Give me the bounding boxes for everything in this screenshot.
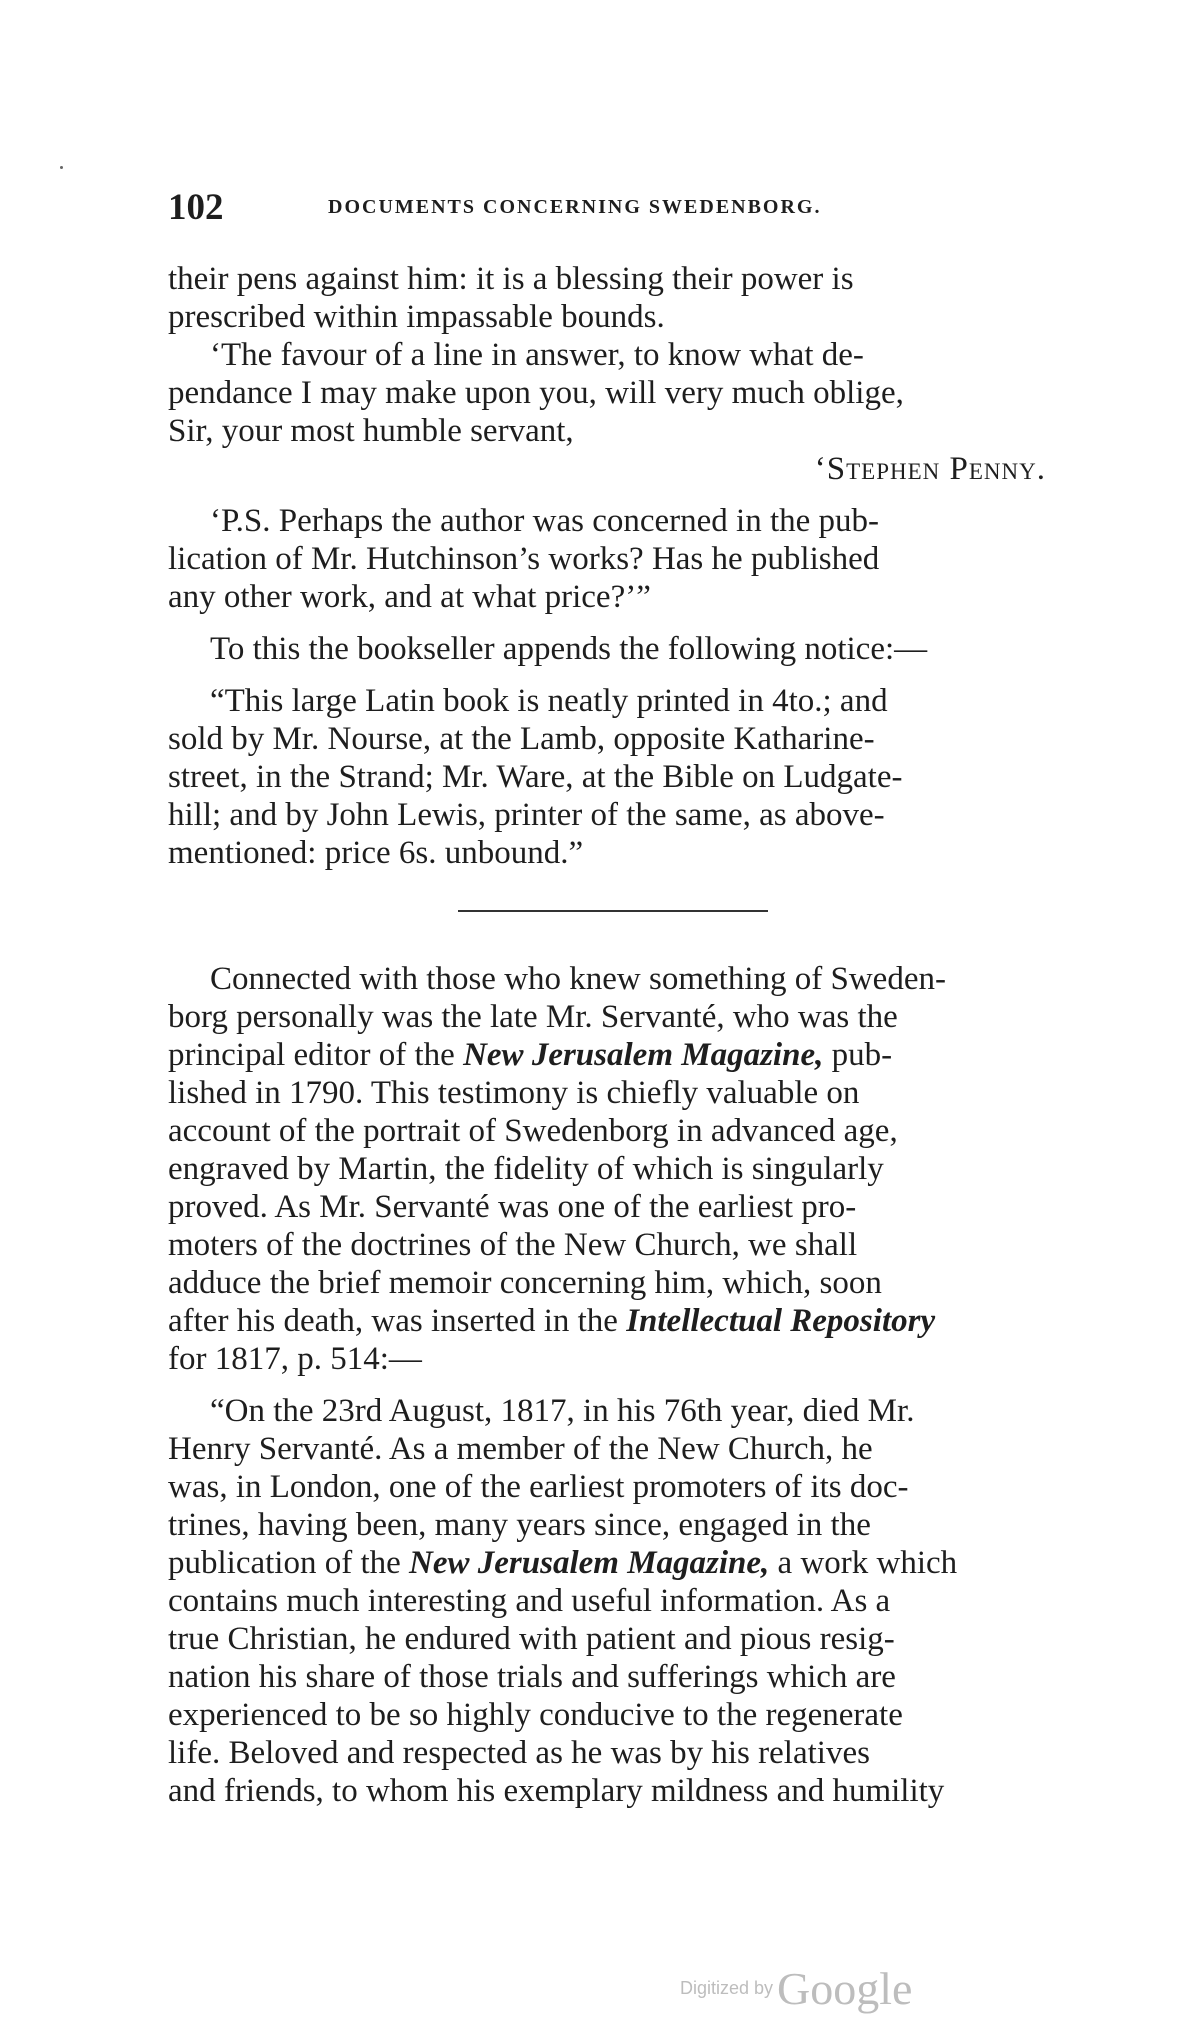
text-line: Sir, your most humble servant, bbox=[168, 413, 574, 449]
text-line: for 1817, p. 514:— bbox=[168, 1341, 422, 1377]
text-line: “On the 23rd August, 1817, in his 76th year, died Mr. bbox=[210, 1393, 915, 1429]
text-line: account of the portrait of Swedenborg in advanced age, bbox=[168, 1113, 898, 1149]
text-line: mentioned: price 6s. unbound.” bbox=[168, 835, 584, 871]
page-header bbox=[168, 186, 1028, 226]
text-line: ‘The favour of a line in answer, to know what de- bbox=[210, 337, 864, 373]
memoir-paragraph bbox=[168, 1392, 1058, 1810]
text-line: trines, having been, many years since, engaged in the bbox=[168, 1507, 871, 1543]
text-line: engraved by Martin, the fidelity of which is singularly bbox=[168, 1151, 884, 1187]
page-number: 102 bbox=[168, 187, 224, 228]
text-line: life. Beloved and respected as he was by his relatives bbox=[168, 1735, 870, 1771]
text-line: prescribed within impassable bounds. bbox=[168, 299, 665, 335]
text-line: nation his share of those trials and sufferings which are bbox=[168, 1659, 896, 1695]
repository-title: Intellectual Repository bbox=[626, 1303, 936, 1339]
text-line: sold by Mr. Nourse, at the Lamb, opposite Katharine- bbox=[168, 721, 875, 757]
text-line: any other work, and at what price?’” bbox=[168, 579, 651, 615]
magazine-title: New Jerusalem Magazine, bbox=[409, 1545, 770, 1581]
text-line: their pens against him: it is a blessing their power is bbox=[168, 261, 854, 297]
google-logo: Google bbox=[777, 1963, 913, 2014]
servante-paragraph bbox=[168, 960, 1058, 1378]
speck-mark bbox=[60, 166, 63, 169]
running-head: DOCUMENTS CONCERNING SWEDENBORG. bbox=[328, 196, 822, 218]
text-line: lication of Mr. Hutchinson’s works? Has he published bbox=[168, 541, 880, 577]
text-line: principal editor of the New Jerusalem Magazine, pub- bbox=[168, 1037, 893, 1073]
text-line: after his death, was inserted in the Intellectual Repository bbox=[168, 1303, 936, 1339]
text-line: ‘P.S. Perhaps the author was concerned in the pub- bbox=[210, 503, 880, 539]
text-line: and friends, to whom his exemplary mildness and humility bbox=[168, 1773, 945, 1809]
digitized-label: Digitized by bbox=[680, 1978, 774, 1998]
text-line: moters of the doctrines of the New Church, we shall bbox=[168, 1227, 858, 1263]
bookseller-notice bbox=[168, 630, 1058, 872]
magazine-title: New Jerusalem Magazine, bbox=[463, 1037, 824, 1073]
letter-signature: ‘Stephen Penny. bbox=[814, 451, 1046, 487]
text-line: true Christian, he endured with patient and pious resig- bbox=[168, 1621, 895, 1657]
text-line: contains much interesting and useful information. As a bbox=[168, 1583, 891, 1619]
text-line: proved. As Mr. Servanté was one of the earliest pro- bbox=[168, 1189, 857, 1225]
notice-intro: To this the bookseller appends the following notice:— bbox=[210, 631, 928, 667]
text-line: street, in the Strand; Mr. Ware, at the Bible on Ludgate- bbox=[168, 759, 903, 795]
text-line: adduce the brief memoir concerning him, which, soon bbox=[168, 1265, 882, 1301]
text-line: Henry Servanté. As a member of the New Church, he bbox=[168, 1431, 873, 1467]
text-line: hill; and by John Lewis, printer of the same, as above- bbox=[168, 797, 885, 833]
text-line: lished in 1790. This testimony is chiefly valuable on bbox=[168, 1075, 860, 1111]
page-body bbox=[168, 260, 1058, 1810]
text-line: pendance I may make upon you, will very much oblige, bbox=[168, 375, 904, 411]
letter-continuation bbox=[168, 260, 1058, 616]
digitized-watermark bbox=[680, 1962, 912, 2015]
text-line: Connected with those who knew something of Sweden- bbox=[210, 961, 946, 997]
text-line: publication of the New Jerusalem Magazine, a work which bbox=[168, 1545, 958, 1581]
text-line: experienced to be so highly conducive to the regenerate bbox=[168, 1697, 903, 1733]
text-line: borg personally was the late Mr. Servanté, who was the bbox=[168, 999, 898, 1035]
text-line: “This large Latin book is neatly printed in 4to.; and bbox=[210, 683, 888, 719]
text-line: was, in London, one of the earliest promoters of its doc- bbox=[168, 1469, 909, 1505]
section-divider bbox=[458, 910, 768, 912]
